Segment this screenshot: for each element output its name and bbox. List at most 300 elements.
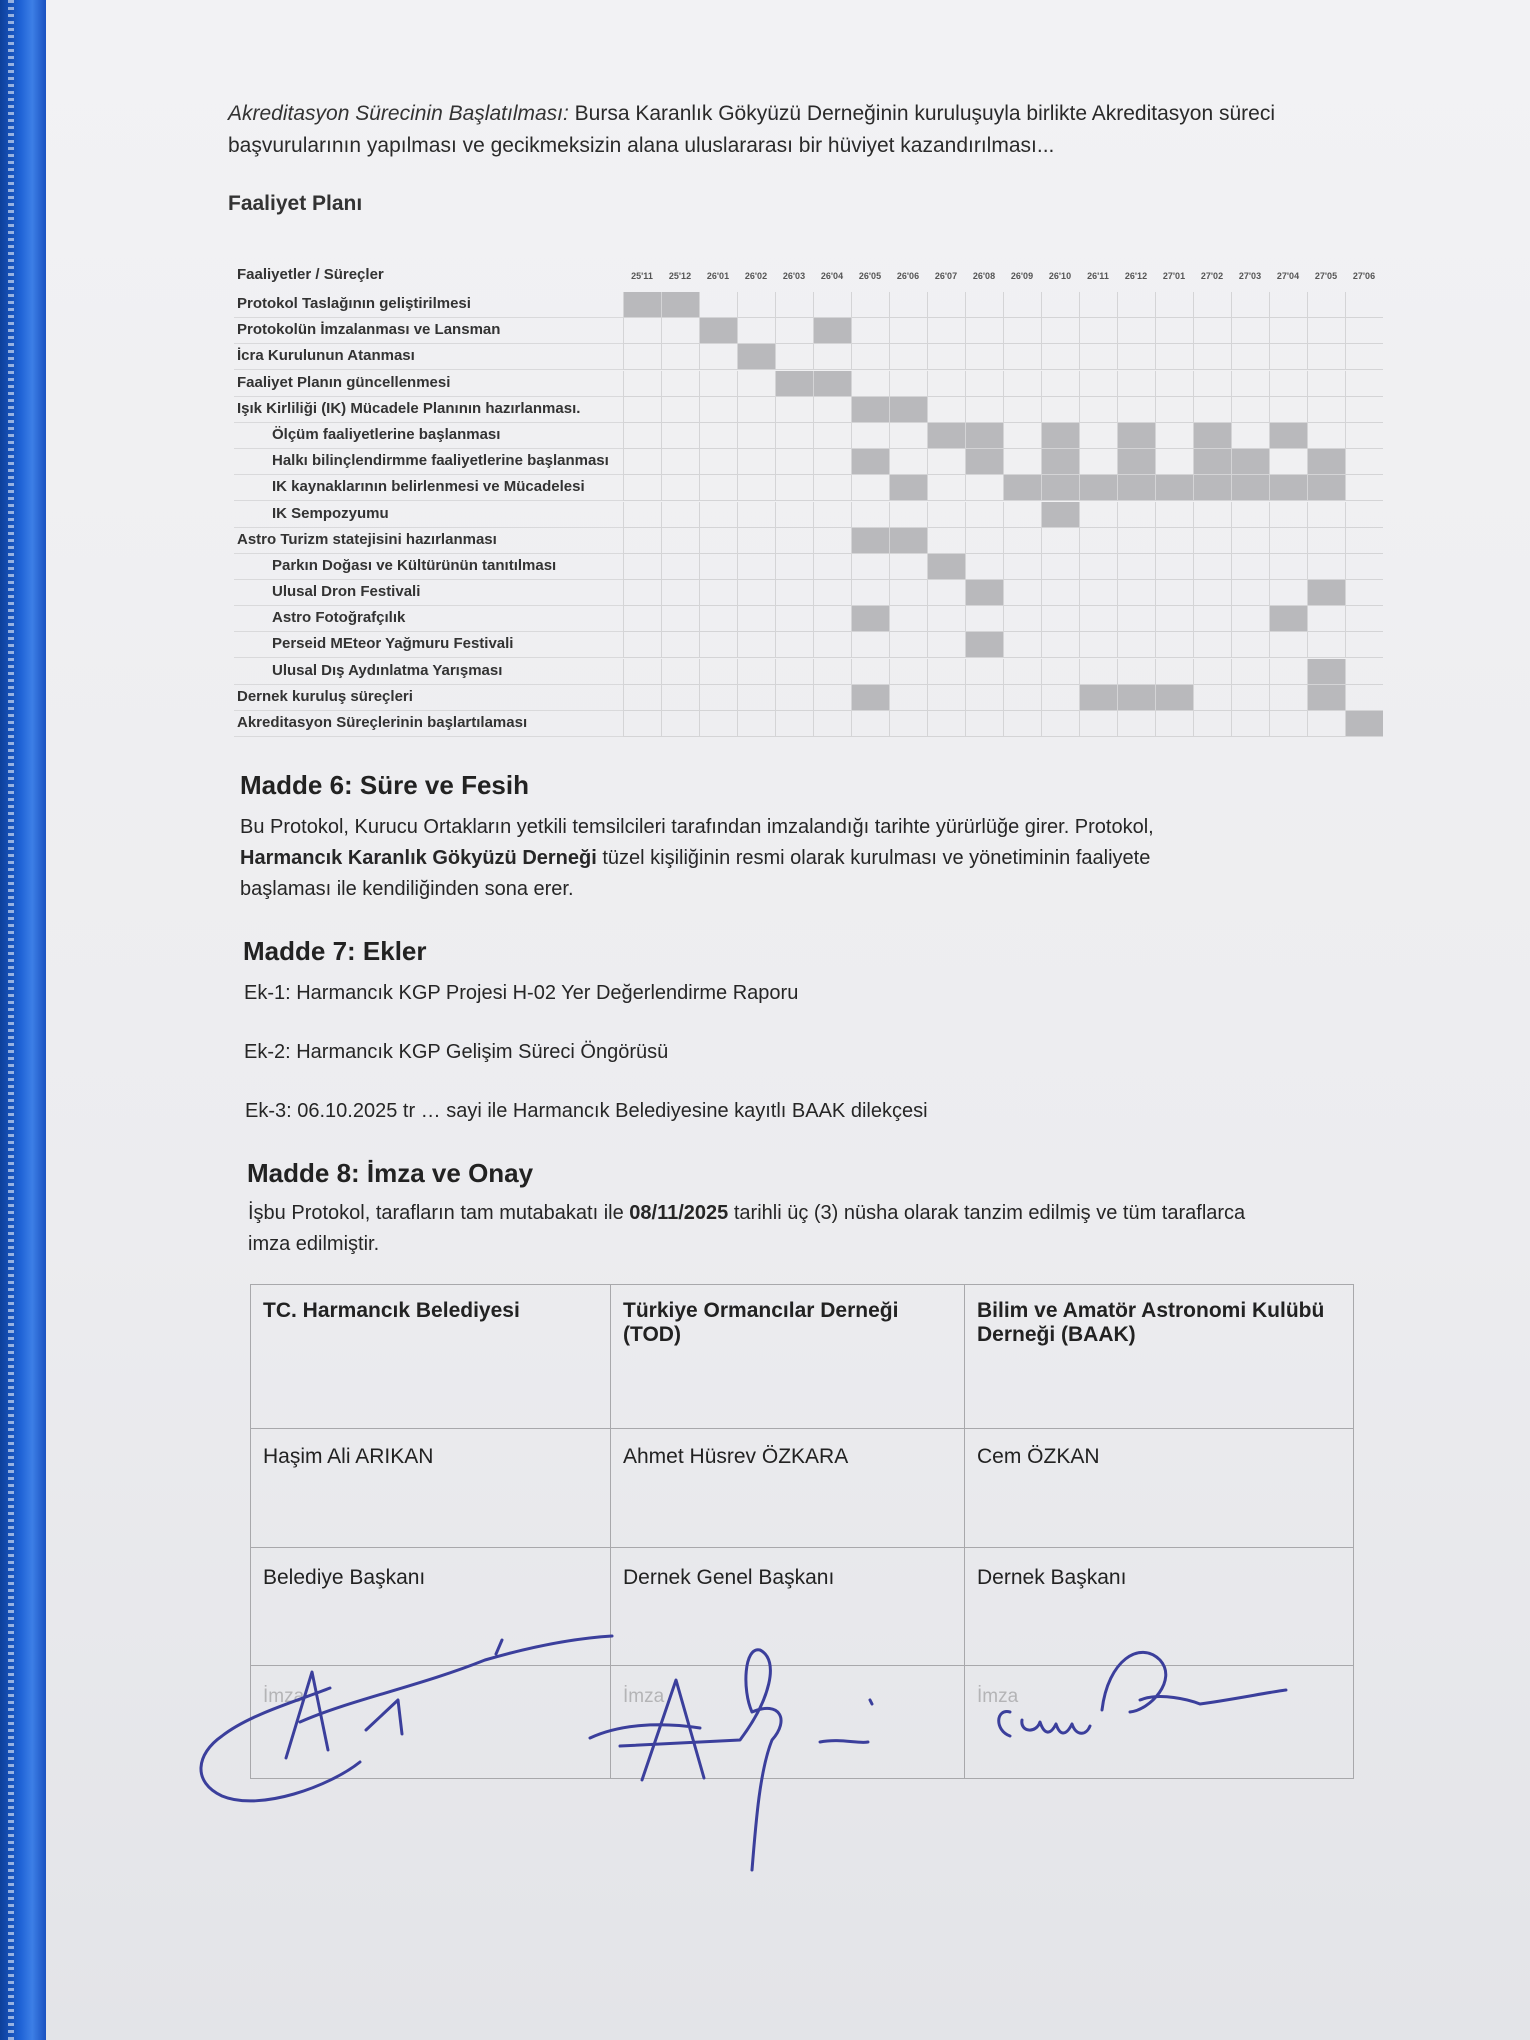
gantt-cell-active <box>623 292 661 318</box>
gantt-cell <box>699 632 737 658</box>
gantt-cell <box>1231 554 1269 580</box>
gantt-row-label: İcra Kurulunun Atanması <box>237 347 415 365</box>
gantt-cell <box>1003 397 1041 423</box>
gantt-cell-active <box>889 475 927 501</box>
gantt-cell <box>965 606 1003 632</box>
gantt-cell <box>1117 659 1155 685</box>
gantt-row-cells <box>623 554 1383 580</box>
gantt-row-label: Perseid MEteor Yağmuru Festivali <box>272 635 514 653</box>
gantt-cell <box>1345 554 1383 580</box>
gantt-cell <box>889 449 927 475</box>
gantt-cell <box>623 659 661 685</box>
gantt-row-label: Ölçüm faaliyetlerine başlanması <box>272 425 501 443</box>
gantt-month: 26'09 <box>1010 271 1034 281</box>
gantt-cell <box>699 397 737 423</box>
gantt-cell <box>927 606 965 632</box>
gantt-cell-active <box>1269 423 1307 449</box>
gantt-cell <box>661 397 699 423</box>
gantt-cell <box>661 554 699 580</box>
gantt-month: 27'06 <box>1352 271 1376 281</box>
gantt-cell <box>661 449 699 475</box>
gantt-cell <box>623 632 661 658</box>
gantt-row <box>234 606 1380 632</box>
gantt-cell <box>661 580 699 606</box>
gantt-cell <box>965 475 1003 501</box>
gantt-cell <box>1041 344 1079 370</box>
intro-lead: Akreditasyon Sürecinin Başlatılması: <box>228 102 569 125</box>
gantt-cell <box>927 659 965 685</box>
gantt-cell <box>1193 632 1231 658</box>
gantt-cell <box>813 397 851 423</box>
gantt-cell <box>1345 502 1383 528</box>
gantt-month: 26'12 <box>1124 271 1148 281</box>
gantt-row-label: Ulusal Dış Aydınlatma Yarışması <box>272 661 503 679</box>
gantt-cell <box>775 475 813 501</box>
gantt-cell <box>1307 344 1345 370</box>
gantt-cell-active <box>1269 606 1307 632</box>
gantt-cell <box>699 423 737 449</box>
gantt-cell <box>813 344 851 370</box>
gantt-cell <box>1041 606 1079 632</box>
gantt-cell <box>1079 632 1117 658</box>
gantt-cell <box>737 580 775 606</box>
gantt-cell <box>1079 397 1117 423</box>
sig-title-0: Belediye Başkanı <box>251 1548 611 1666</box>
gantt-cell <box>1117 344 1155 370</box>
gantt-cell <box>1079 371 1117 397</box>
madde6-title: Madde 6: Süre ve Fesih <box>240 770 529 800</box>
gantt-row <box>234 371 1380 397</box>
gantt-cell-active <box>1041 475 1079 501</box>
sig-row-org <box>251 1285 1354 1429</box>
gantt-cell <box>661 502 699 528</box>
gantt-row-cells <box>623 292 1383 318</box>
gantt-cell <box>1231 318 1269 344</box>
gantt-cell-active <box>965 632 1003 658</box>
gantt-cell <box>889 580 927 606</box>
gantt-cell-active <box>813 371 851 397</box>
gantt-cell <box>1231 397 1269 423</box>
gantt-cell <box>927 632 965 658</box>
gantt-cell <box>661 685 699 711</box>
gantt-month: 26'04 <box>820 271 844 281</box>
gantt-cell <box>851 711 889 737</box>
gantt-cell <box>699 554 737 580</box>
gantt-cell <box>737 528 775 554</box>
madde6-p1: Bu Protokol, Kurucu Ortakların yetkili temsilcileri tarafından imzalandığı tarihte yürürlüğe girer. Protokol, <box>240 816 1154 838</box>
gantt-cell <box>813 449 851 475</box>
gantt-cell <box>851 475 889 501</box>
gantt-cell <box>1269 371 1307 397</box>
gantt-month: 27'02 <box>1200 271 1224 281</box>
gantt-cell <box>661 659 699 685</box>
gantt-cell <box>1345 449 1383 475</box>
gantt-header <box>234 266 1380 292</box>
gantt-cell <box>1079 449 1117 475</box>
gantt-cell <box>965 371 1003 397</box>
gantt-cell <box>775 580 813 606</box>
gantt-row-label: Protokol Taslağının geliştirilmesi <box>237 295 471 312</box>
intro-paragraph <box>228 98 1398 162</box>
gantt-cell-active <box>927 423 965 449</box>
gantt-cell <box>623 371 661 397</box>
gantt-cell <box>889 632 927 658</box>
gantt-cell <box>737 606 775 632</box>
gantt-cell-active <box>699 318 737 344</box>
gantt-cell-active <box>1269 475 1307 501</box>
gantt-cell <box>1193 292 1231 318</box>
sig-org-1: Türkiye Ormancılar Derneği (TOD) <box>611 1285 965 1429</box>
gantt-cell <box>851 580 889 606</box>
gantt-cell <box>623 554 661 580</box>
gantt-row <box>234 423 1380 449</box>
gantt-row-cells <box>623 344 1383 370</box>
gantt-row <box>234 318 1380 344</box>
madde8-text <box>248 1198 1378 1260</box>
gantt-row-label: Ulusal Dron Festivali <box>272 583 421 601</box>
gantt-cell <box>1155 502 1193 528</box>
gantt-cell <box>1003 423 1041 449</box>
gantt-cell <box>699 606 737 632</box>
activity-gantt <box>234 266 1380 737</box>
gantt-row-label: Astro Turizm statejisini hazırlanması <box>237 530 497 548</box>
gantt-cell <box>1155 371 1193 397</box>
gantt-cell-active <box>851 685 889 711</box>
gantt-cell <box>851 659 889 685</box>
gantt-cell <box>1193 711 1231 737</box>
gantt-cell-active <box>851 528 889 554</box>
gantt-cell-active <box>889 397 927 423</box>
gantt-cell <box>1003 502 1041 528</box>
gantt-cell <box>1193 397 1231 423</box>
gantt-cell <box>737 632 775 658</box>
gantt-cell <box>1269 711 1307 737</box>
gantt-cell <box>1231 423 1269 449</box>
gantt-cell <box>1155 292 1193 318</box>
gantt-month: 26'03 <box>782 271 806 281</box>
gantt-cell <box>1193 659 1231 685</box>
gantt-cell <box>1117 397 1155 423</box>
gantt-cell <box>927 292 965 318</box>
gantt-cell-active <box>1193 449 1231 475</box>
gantt-cell <box>699 475 737 501</box>
gantt-cell <box>813 580 851 606</box>
sig-name-2: Cem ÖZKAN <box>965 1429 1354 1548</box>
gantt-cell <box>1079 528 1117 554</box>
gantt-row <box>234 632 1380 658</box>
gantt-cell <box>737 371 775 397</box>
sig-org-2: Bilim ve Amatör Astronomi Kulübü Derneği (BAAK) <box>965 1285 1354 1429</box>
gantt-cell <box>1345 685 1383 711</box>
gantt-cell <box>1231 659 1269 685</box>
gantt-month: 26'08 <box>972 271 996 281</box>
sig-name-0: Haşim Ali ARIKAN <box>251 1429 611 1548</box>
gantt-cell <box>813 423 851 449</box>
gantt-cell <box>1345 344 1383 370</box>
gantt-cell <box>1003 606 1041 632</box>
gantt-cell <box>1269 685 1307 711</box>
gantt-cell-active <box>965 580 1003 606</box>
gantt-cell <box>889 292 927 318</box>
gantt-cell <box>1003 449 1041 475</box>
gantt-cell <box>661 318 699 344</box>
gantt-cell <box>1079 344 1117 370</box>
gantt-cell <box>1231 344 1269 370</box>
gantt-cell <box>1117 528 1155 554</box>
gantt-cell-active <box>661 292 699 318</box>
gantt-cell <box>889 502 927 528</box>
sig-name-1: Ahmet Hüsrev ÖZKARA <box>611 1429 965 1548</box>
gantt-cell <box>813 659 851 685</box>
gantt-cell <box>737 423 775 449</box>
gantt-cell-active <box>1307 475 1345 501</box>
gantt-cell <box>851 371 889 397</box>
gantt-cell <box>965 397 1003 423</box>
gantt-cell <box>699 502 737 528</box>
gantt-cell <box>889 371 927 397</box>
gantt-cell <box>1231 711 1269 737</box>
gantt-cell <box>813 606 851 632</box>
gantt-cell <box>775 449 813 475</box>
gantt-cell <box>1193 344 1231 370</box>
gantt-row <box>234 685 1380 711</box>
gantt-cell <box>1269 659 1307 685</box>
gantt-cell <box>737 475 775 501</box>
gantt-cell <box>965 528 1003 554</box>
gantt-row <box>234 344 1380 370</box>
gantt-cell-active <box>775 371 813 397</box>
madde7-title: Madde 7: Ekler <box>243 936 427 966</box>
gantt-row-label: Halkı bilinçlendirmme faaliyetlerine başlanması <box>272 452 609 470</box>
gantt-row <box>234 502 1380 528</box>
madde8-date: 08/11/2025 <box>629 1202 729 1224</box>
gantt-cell-active <box>1193 423 1231 449</box>
gantt-cell <box>889 606 927 632</box>
gantt-cell <box>927 580 965 606</box>
gantt-cell <box>1269 632 1307 658</box>
ek-3: Ek-3: 06.10.2025 tr … sayi ile Harmancık Belediyesine kayıtlı BAAK dilekçesi <box>245 1100 928 1122</box>
gantt-month: 27'03 <box>1238 271 1262 281</box>
gantt-cell <box>1155 318 1193 344</box>
gantt-cell <box>1231 371 1269 397</box>
sig-title-2: Dernek Başkanı <box>965 1548 1354 1666</box>
gantt-cell <box>1079 554 1117 580</box>
gantt-cell <box>699 528 737 554</box>
gantt-cell <box>1269 449 1307 475</box>
gantt-cell <box>927 397 965 423</box>
gantt-month: 27'01 <box>1162 271 1186 281</box>
gantt-cell <box>623 475 661 501</box>
gantt-cell <box>1155 528 1193 554</box>
gantt-cell <box>737 554 775 580</box>
gantt-cell <box>1345 371 1383 397</box>
gantt-cell-active <box>1117 685 1155 711</box>
gantt-body <box>234 292 1380 737</box>
madde6-bold: Harmancık Karanlık Gökyüzü Derneği <box>240 847 597 869</box>
gantt-month: 26'10 <box>1048 271 1072 281</box>
gantt-cell <box>1041 292 1079 318</box>
gantt-cell <box>1079 659 1117 685</box>
gantt-cell <box>737 318 775 344</box>
gantt-cell <box>1041 711 1079 737</box>
gantt-cell <box>737 502 775 528</box>
madde8-p1: İşbu Protokol, tarafların tam mutabakatı ile <box>248 1202 630 1224</box>
gantt-cell <box>1345 318 1383 344</box>
gantt-cell <box>813 554 851 580</box>
gantt-cell-active <box>1193 475 1231 501</box>
gantt-cell <box>737 685 775 711</box>
gantt-cell <box>1003 580 1041 606</box>
gantt-cell <box>775 606 813 632</box>
gantt-cell <box>623 397 661 423</box>
gantt-cell <box>851 632 889 658</box>
gantt-cell <box>623 423 661 449</box>
gantt-cell <box>775 528 813 554</box>
gantt-cell <box>1117 318 1155 344</box>
gantt-cell <box>1193 502 1231 528</box>
sig-row-sign <box>251 1666 1354 1779</box>
gantt-cell <box>699 449 737 475</box>
gantt-cell <box>1307 423 1345 449</box>
gantt-header-label: Faaliyetler / Süreçler <box>237 266 384 283</box>
gantt-cell <box>1155 423 1193 449</box>
gantt-row <box>234 528 1380 554</box>
gantt-row-cells <box>623 397 1383 423</box>
gantt-cell <box>1117 292 1155 318</box>
gantt-cell <box>1231 606 1269 632</box>
gantt-month: 26'07 <box>934 271 958 281</box>
gantt-cell <box>1231 685 1269 711</box>
gantt-row-cells <box>623 632 1383 658</box>
gantt-cell <box>813 502 851 528</box>
gantt-cell <box>1079 606 1117 632</box>
gantt-cell <box>1155 711 1193 737</box>
gantt-cell-active <box>1307 449 1345 475</box>
gantt-cell <box>775 397 813 423</box>
gantt-cell <box>965 344 1003 370</box>
gantt-cell <box>927 528 965 554</box>
gantt-row-label: IK kaynaklarının belirlenmesi ve Mücadelesi <box>272 478 585 496</box>
gantt-cell-active <box>1117 449 1155 475</box>
intro-text: Bursa Karanlık Gökyüzü Derneğinin kuruluşuyla birlikte Akreditasyon süreci başvurularının yapılması ve gecikmeksizin alana uluslararası bir hüviyet kazandırılması... <box>228 102 1275 157</box>
gantt-row <box>234 711 1380 737</box>
gantt-cell <box>623 580 661 606</box>
madde6-p3: başlaması ile kendiliğinden sona erer. <box>240 878 574 900</box>
gantt-cell <box>1117 371 1155 397</box>
sig-label-0: İmza <box>251 1666 611 1779</box>
sig-row-name <box>251 1429 1354 1548</box>
gantt-cell <box>775 685 813 711</box>
gantt-month: 26'05 <box>858 271 882 281</box>
gantt-cell <box>965 659 1003 685</box>
gantt-cell <box>1155 632 1193 658</box>
gantt-cell <box>1193 580 1231 606</box>
gantt-cell <box>1041 685 1079 711</box>
gantt-cell <box>1269 318 1307 344</box>
gantt-cell <box>1003 685 1041 711</box>
gantt-cell <box>851 423 889 449</box>
gantt-cell-active <box>1041 502 1079 528</box>
gantt-cell-active <box>1117 423 1155 449</box>
gantt-row-label: Dernek kuruluş süreçleri <box>237 687 413 705</box>
binder-spine <box>0 0 46 2040</box>
gantt-cell <box>1003 632 1041 658</box>
gantt-cell <box>737 659 775 685</box>
gantt-cell <box>1079 292 1117 318</box>
gantt-cell <box>851 292 889 318</box>
gantt-cell <box>699 685 737 711</box>
gantt-cell <box>775 711 813 737</box>
gantt-cell-active <box>1231 475 1269 501</box>
gantt-cell <box>1155 659 1193 685</box>
gantt-cell <box>1269 502 1307 528</box>
gantt-cell <box>1345 475 1383 501</box>
gantt-cell <box>623 344 661 370</box>
gantt-row-label: Faaliyet Planın güncellenmesi <box>237 373 451 391</box>
gantt-cell-active <box>1003 475 1041 501</box>
gantt-cell <box>1193 371 1231 397</box>
gantt-cell <box>965 318 1003 344</box>
gantt-cell <box>1307 318 1345 344</box>
gantt-cell <box>813 475 851 501</box>
gantt-cell <box>889 423 927 449</box>
madde6-p2: tüzel kişiliğinin resmi olarak kurulması ve yönetiminin faaliyete <box>596 847 1151 869</box>
gantt-row-cells <box>623 475 1383 501</box>
gantt-cell <box>1269 292 1307 318</box>
gantt-cell <box>699 292 737 318</box>
gantt-row-cells <box>623 580 1383 606</box>
gantt-cell <box>737 711 775 737</box>
gantt-row-rule <box>234 736 623 737</box>
gantt-cell-active <box>1117 475 1155 501</box>
gantt-cell <box>1307 371 1345 397</box>
gantt-cell <box>927 711 965 737</box>
gantt-cell <box>1307 528 1345 554</box>
gantt-month: 26'06 <box>896 271 920 281</box>
ek-2: Ek-2: Harmancık KGP Gelişim Süreci Öngörüsü <box>244 1041 669 1063</box>
gantt-cell <box>1003 318 1041 344</box>
gantt-cell <box>1041 397 1079 423</box>
gantt-cell <box>851 318 889 344</box>
gantt-cell-active <box>737 344 775 370</box>
gantt-cell-active <box>1041 449 1079 475</box>
gantt-cell <box>1231 292 1269 318</box>
gantt-cell <box>851 344 889 370</box>
gantt-cell <box>1193 318 1231 344</box>
gantt-cell <box>775 632 813 658</box>
gantt-cell <box>661 423 699 449</box>
gantt-cell <box>1041 659 1079 685</box>
gantt-cell <box>1269 580 1307 606</box>
gantt-cell <box>1345 659 1383 685</box>
gantt-month: 25'11 <box>631 271 653 281</box>
gantt-cell <box>1193 685 1231 711</box>
gantt-cell <box>623 449 661 475</box>
gantt-cell <box>1193 606 1231 632</box>
gantt-cell-active <box>1231 449 1269 475</box>
gantt-cell <box>889 344 927 370</box>
gantt-cell <box>1269 554 1307 580</box>
gantt-cell <box>851 502 889 528</box>
gantt-row-cells <box>623 423 1383 449</box>
gantt-cell <box>1003 371 1041 397</box>
gantt-row-label: Astro Fotoğrafçılık <box>272 609 406 627</box>
gantt-row <box>234 580 1380 606</box>
gantt-cell <box>737 292 775 318</box>
madde8-p2: tarihli üç (3) nüsha olarak tanzim edilmiş ve tüm taraflarca <box>728 1202 1246 1224</box>
gantt-cell <box>1269 397 1307 423</box>
ek-1: Ek-1: Harmancık KGP Projesi H-02 Yer Değerlendirme Raporu <box>244 982 799 1004</box>
